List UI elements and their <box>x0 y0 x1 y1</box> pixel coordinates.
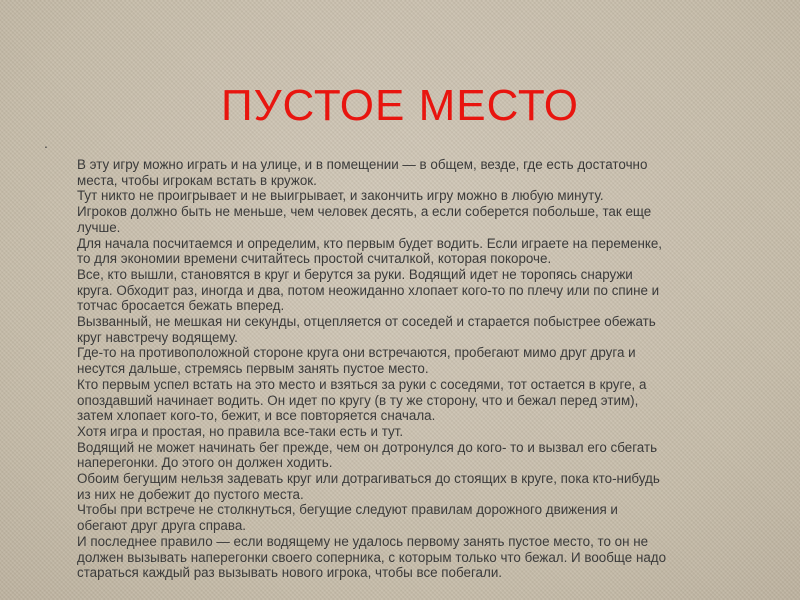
text-line: тотчас бросается бежать вперед. <box>77 298 285 314</box>
text-line: Чтобы при встрече не столкнуться, бегущие следуют правилам дорожного движения и <box>77 502 618 518</box>
text-line: Вызванный, не мешкая ни секунды, отцепляется от соседей и старается побыстрее обежать <box>77 314 656 330</box>
text-line: места, чтобы игрокам встать в кружок. <box>77 172 317 188</box>
slide-title: ПУСТОЕ МЕСТО <box>220 81 580 131</box>
bullet-marker: . <box>44 135 48 151</box>
text-line: лучше. <box>77 219 121 235</box>
text-line: обегают друг друга справа. <box>77 518 246 534</box>
text-line: стараться каждый раз вызывать нового игрока, чтобы все побегали. <box>77 565 503 581</box>
text-line: затем хлопает кого-то, бежит, и все повторяется сначала. <box>77 408 436 424</box>
text-line: Водящий не может начинать бег прежде, чем он дотронулся до кого- то и вызвал его сбегать <box>77 439 658 455</box>
text-line: то для экономии времени считайтесь простой считалкой, которая покороче. <box>77 251 552 267</box>
text-line: наперегонки. До этого он должен ходить. <box>77 455 333 471</box>
text-line: Все, кто вышли, становятся в круг и берутся за руки. Водящий идет не торопясь снаружи <box>77 266 633 282</box>
text-line: опоздавший начинает водить. Он идет по кругу (в ту же сторону, что и бежал перед этим), <box>77 392 639 408</box>
text-line: Для начала посчитаемся и определим, кто первым будет водить. Если играете на переменке, <box>77 235 663 251</box>
text-line: Обоим бегущим нельзя задевать круг или дотрагиваться до стоящих в круге, пока кто-нибудь <box>77 471 660 487</box>
text-line: Игроков должно быть не меньше, чем человек десять, а если соберется побольше, так еще <box>77 204 652 220</box>
text-line: И последнее правило — если водящему не удалось первому занять пустое место, то он не <box>77 533 649 549</box>
text-line: круг навстречу водящему. <box>77 329 238 345</box>
text-line: несутся дальше, стремясь первым занять пустое место. <box>77 361 429 377</box>
text-line: В эту игру можно играть и на улице, и в помещении — в общем, везде, где есть достаточно <box>77 157 648 172</box>
text-line: круга. Обходит раз, иногда и два, потом неожиданно хлопает кого-то по плечу или по спине и <box>77 282 660 298</box>
text-line: Тут никто не проигрывает и не выигрывает, и закончить игру можно в любую минуту. <box>77 188 604 204</box>
text-line: Где-то на противоположной стороне круга они встречаются, пробегают мимо друг друга и <box>77 345 636 361</box>
text-line: должен вызывать наперегонки своего соперника, с которым только что бежал. И вообще надо <box>77 549 667 565</box>
text-line: Кто первым успел встать на это место и взяться за руки с соседями, тот остается в круге, а <box>77 376 647 392</box>
text-line: из них не добежит до пустого места. <box>77 486 304 502</box>
text-line: Хотя игра и простая, но правила все-таки есть и тут. <box>77 423 404 439</box>
body-text <box>77 157 757 581</box>
